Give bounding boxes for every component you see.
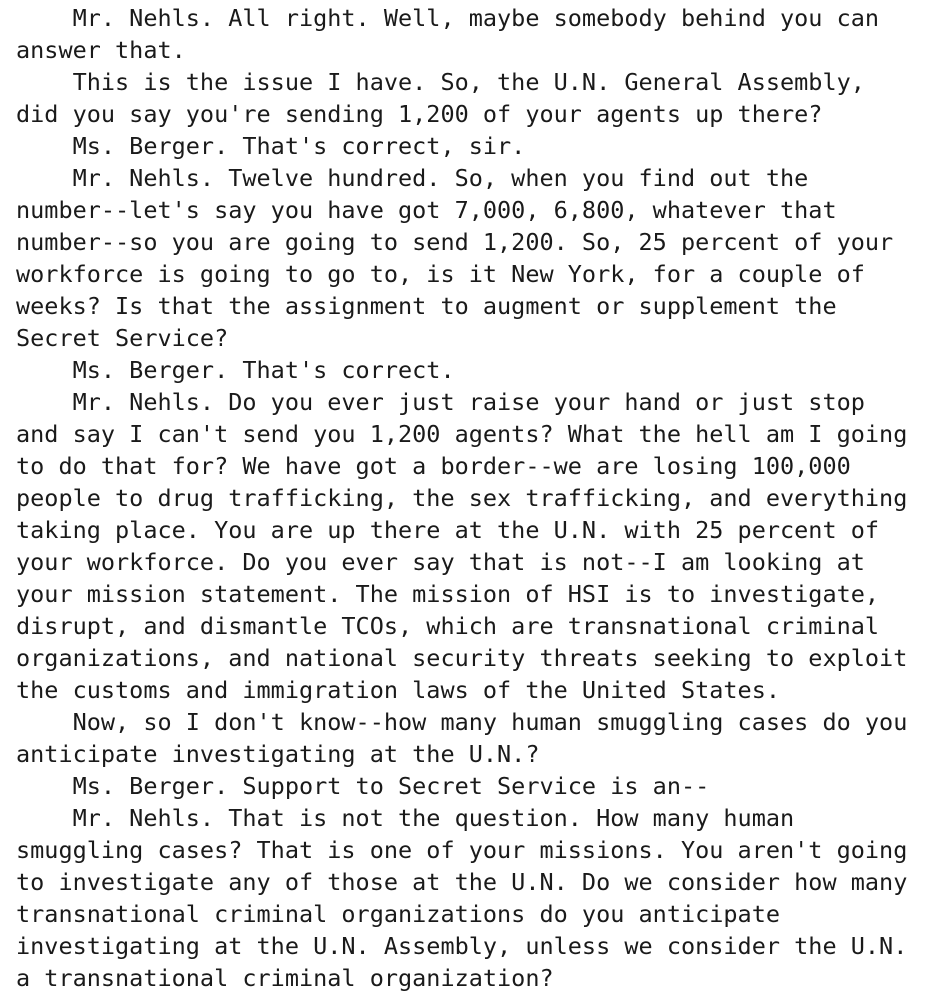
transcript-line: did you say you're sending 1,200 of your agents up there? [16,100,823,128]
transcript-line: workforce is going to go to, is it New York, for a couple of [16,260,865,288]
transcript-line: number--let's say you have got 7,000, 6,800, whatever that [16,196,837,224]
transcript-line: Mr. Nehls. Do you ever just raise your hand or just stop [16,388,865,416]
transcript-line: Ms. Berger. That's correct, sir. [16,132,526,160]
transcript-line: number--so you are going to send 1,200. So, 25 percent of your [16,228,894,256]
transcript-line: Mr. Nehls. That is not the question. How many human [16,804,795,832]
transcript-line: to do that for? We have got a border--we are losing 100,000 [16,452,851,480]
transcript-line: people to drug trafficking, the sex trafficking, and everything [16,484,908,512]
transcript-line: to investigate any of those at the U.N. Do we consider how many [16,868,908,896]
transcript-line: Ms. Berger. That's correct. [16,356,455,384]
transcript-line: and say I can't send you 1,200 agents? What the hell am I going [16,420,908,448]
transcript-line: Mr. Nehls. All right. Well, maybe somebody behind you can [16,4,880,32]
transcript-line: weeks? Is that the assignment to augment or supplement the [16,292,837,320]
transcript-line: transnational criminal organizations do you anticipate [16,900,781,928]
transcript-line: Now, so I don't know--how many human smuggling cases do you [16,708,908,736]
transcript-line: your workforce. Do you ever say that is not--I am looking at [16,548,865,576]
transcript-line: your mission statement. The mission of HSI is to investigate, [16,580,880,608]
transcript-line: Ms. Berger. Support to Secret Service is an-- [16,772,710,800]
transcript-line: a transnational criminal organization? [16,964,554,992]
transcript-line: answer that. [16,36,186,64]
transcript-line: anticipate investigating at the U.N.? [16,740,540,768]
transcript-line: investigating at the U.N. Assembly, unless we consider the U.N. [16,932,908,960]
transcript-line: organizations, and national security threats seeking to exploit [16,644,908,672]
transcript-line: taking place. You are up there at the U.N. with 25 percent of [16,516,880,544]
transcript-line: disrupt, and dismantle TCOs, which are transnational criminal [16,612,880,640]
transcript-line: Mr. Nehls. Twelve hundred. So, when you find out the [16,164,809,192]
transcript-line: Secret Service? [16,324,229,352]
transcript-line: This is the issue I have. So, the U.N. General Assembly, [16,68,865,96]
transcript-line: smuggling cases? That is one of your missions. You aren't going [16,836,908,864]
transcript-line: the customs and immigration laws of the United States. [16,676,781,704]
